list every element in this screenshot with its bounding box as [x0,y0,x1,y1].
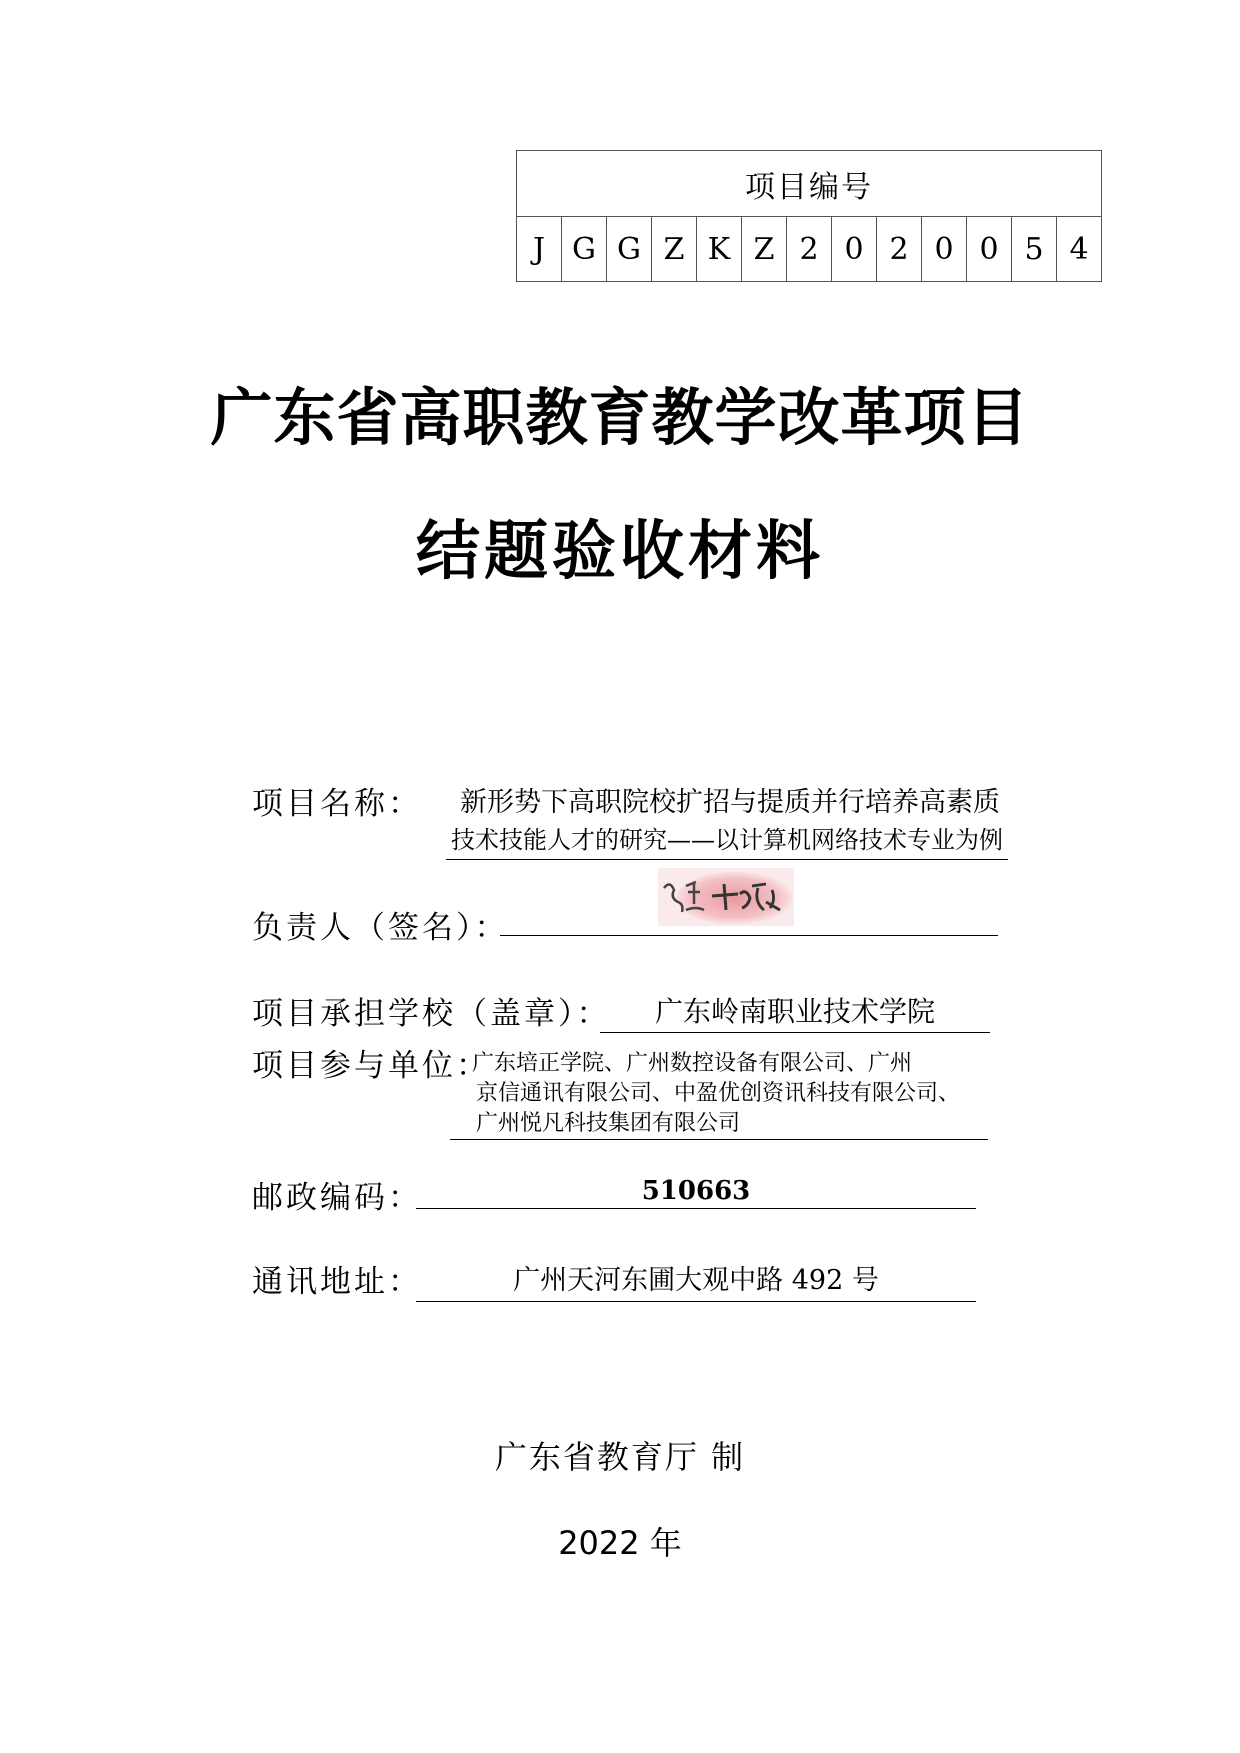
project-number-char: 2 [787,217,832,281]
signature-line [500,935,998,936]
project-number-char: 2 [877,217,922,281]
project-number-char: 0 [922,217,967,281]
signature-seal-icon [656,866,796,928]
project-number-char: G [562,217,607,281]
project-number-char: 0 [967,217,1012,281]
partners-line3: 广州悦凡科技集团有限公司 [450,1106,988,1140]
issuer-text: 广东省教育厅 制 [494,1438,746,1476]
partners-line2: 京信通讯有限公司、中盈优创资讯科技有限公司、 [476,1081,961,1106]
address-label: 通讯地址： [252,1264,422,1300]
project-number-char: 4 [1069,231,1089,267]
address-value: 广州天河东圃大观中路 492 号 [416,1258,976,1302]
project-name-label: 项目名称： [252,786,422,822]
project-name-line2: 技术技能人才的研究——以计算机网络技术专业为例 [446,820,1008,860]
project-number-label: 项目编号 [517,151,1101,217]
signature-image [656,866,796,928]
project-name-line1: 新形势下高职院校扩招与提质并行培养高素质 [460,787,1000,818]
year-text: 2022 年 [558,1524,682,1562]
leader-label: 负责人（签名）： [252,910,509,946]
project-number-char: Z [652,217,697,281]
project-number-char: Z [742,217,787,281]
postal-code-value: 510663 [416,1176,976,1209]
project-number-char: 5 [1012,217,1057,281]
page-subtitle: 结题验收材料 [416,515,824,589]
school-value: 广东岭南职业技术学院 [600,990,990,1033]
project-number-char: G [607,217,652,281]
partners-line1: 广东培正学院、广州数控设备有限公司、广州 [472,1051,913,1076]
project-number-char: J [517,217,562,281]
school-label: 项目承担学校（盖章）： [252,996,611,1032]
project-number-box [516,150,1102,282]
partners-label: 项目参与单位： [252,1048,490,1084]
project-number-char: 0 [832,217,877,281]
postal-code-label: 邮政编码： [252,1180,422,1216]
page-title: 广东省高职教育教学改革项目 [210,381,1030,454]
project-number-row [517,217,1101,281]
project-number-char: K [697,217,742,281]
